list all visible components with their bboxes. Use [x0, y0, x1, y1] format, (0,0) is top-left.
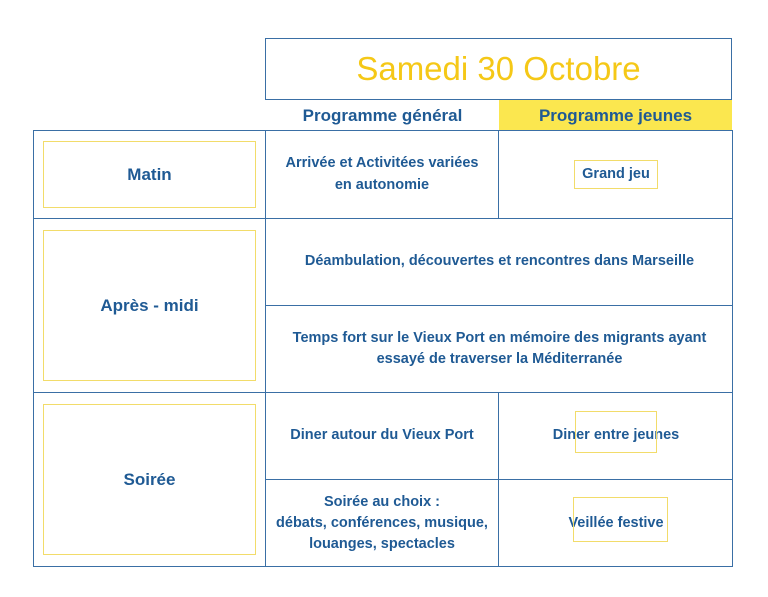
matin-jeunes-cell: [499, 131, 733, 218]
apres-midi-shared-cell-2: Temps fort sur le Vieux Port en mémoire des migrants ayant essayé de traverser la Méditerranée: [292, 329, 707, 367]
matin-general-cell: Arrivée et Activitées variées en autonomie: [285, 155, 479, 193]
title-text: Samedi 30 Octobre: [356, 50, 641, 87]
header-programme-jeunes: Programme jeunes: [499, 100, 732, 131]
soiree-general-cell-1: Diner autour du Vieux Port: [290, 427, 474, 444]
label-apres-midi: Après - midi: [43, 230, 256, 381]
label-soiree: Soirée: [43, 404, 256, 555]
soiree-jeunes-cell-2: Veillée festive: [499, 480, 733, 567]
label-matin: Matin: [43, 141, 256, 208]
header-programme-general: Programme général: [302, 105, 463, 125]
apres-midi-shared-cell-1: Déambulation, découvertes et rencontres dans Marseille: [304, 253, 695, 270]
soiree-jeunes-frame-2: [573, 497, 667, 542]
page-title: [265, 38, 732, 100]
matin-jeunes-frame: Grand jeu: [574, 160, 658, 189]
soiree-jeunes-frame-1: [575, 411, 658, 452]
soiree-jeunes-cell-1: Diner entre jeunes: [499, 393, 733, 479]
soiree-general-cell-2: Soirée au choix : débats, conférences, musique, louanges, spectacles: [276, 493, 488, 552]
